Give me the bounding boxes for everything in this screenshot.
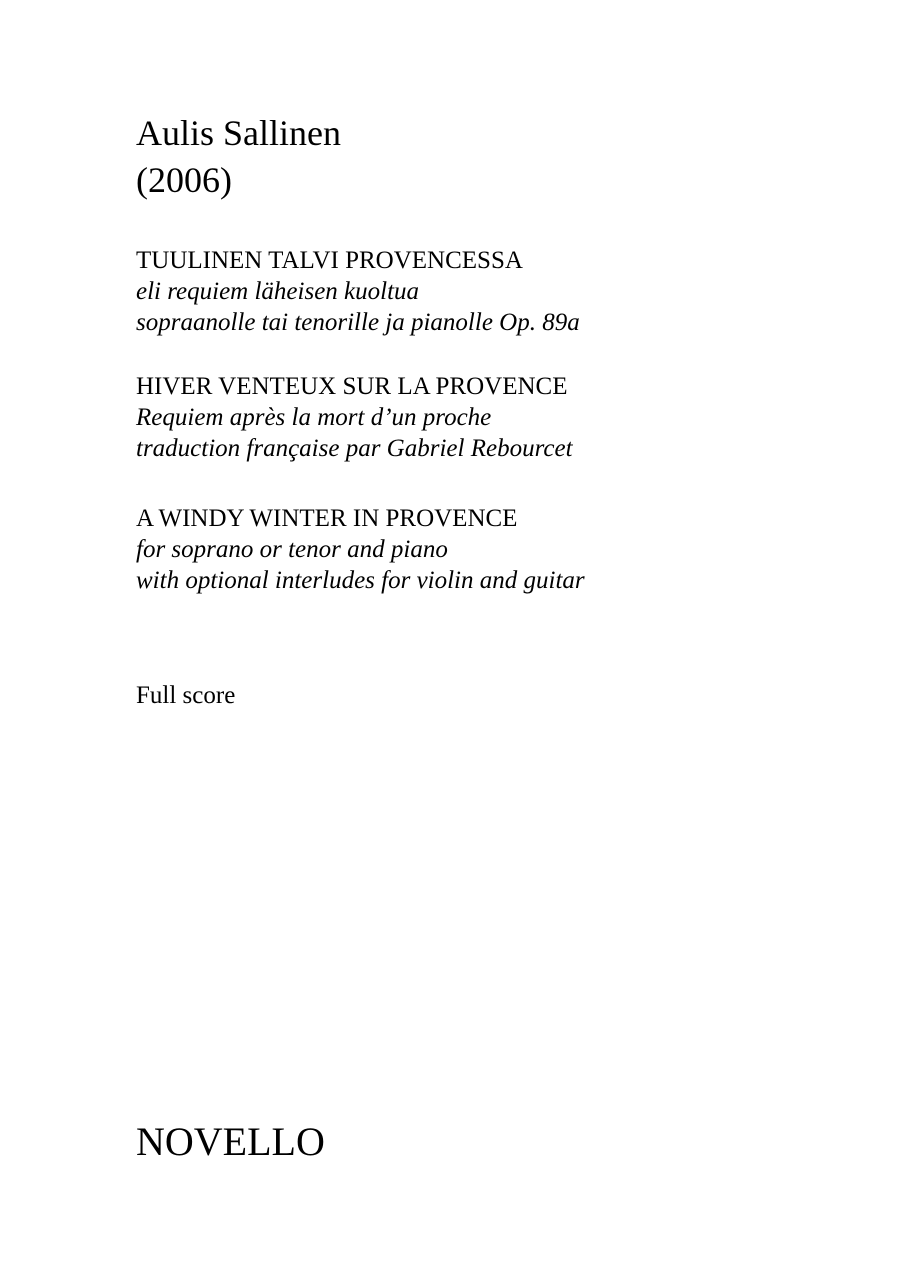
finnish-scoring: sopraanolle tai tenorille ja pianolle Op. 89a: [136, 309, 580, 336]
english-interludes: with optional interludes for violin and guitar: [136, 567, 585, 594]
english-scoring: for soprano or tenor and piano: [136, 536, 448, 563]
french-translation-credit: traduction française par Gabriel Rebourcet: [136, 435, 573, 462]
english-title-block: [136, 503, 856, 596]
finnish-title: TUULINEN TALVI PROVENCESSA: [136, 247, 523, 274]
french-title-block: [136, 371, 856, 464]
composer-name: Aulis Sallinen: [136, 113, 341, 153]
english-title: A WINDY WINTER IN PROVENCE: [136, 505, 518, 532]
score-type-label: Full score: [136, 682, 236, 709]
finnish-subtitle: eli requiem läheisen kuoltua: [136, 278, 420, 305]
finnish-title-block: [136, 245, 856, 338]
french-subtitle: Requiem après la mort d’un proche: [136, 404, 492, 431]
composition-year: (2006): [136, 160, 232, 200]
publisher-name: NOVELLO: [136, 1119, 325, 1164]
french-title: HIVER VENTEUX SUR LA PROVENCE: [136, 373, 568, 400]
